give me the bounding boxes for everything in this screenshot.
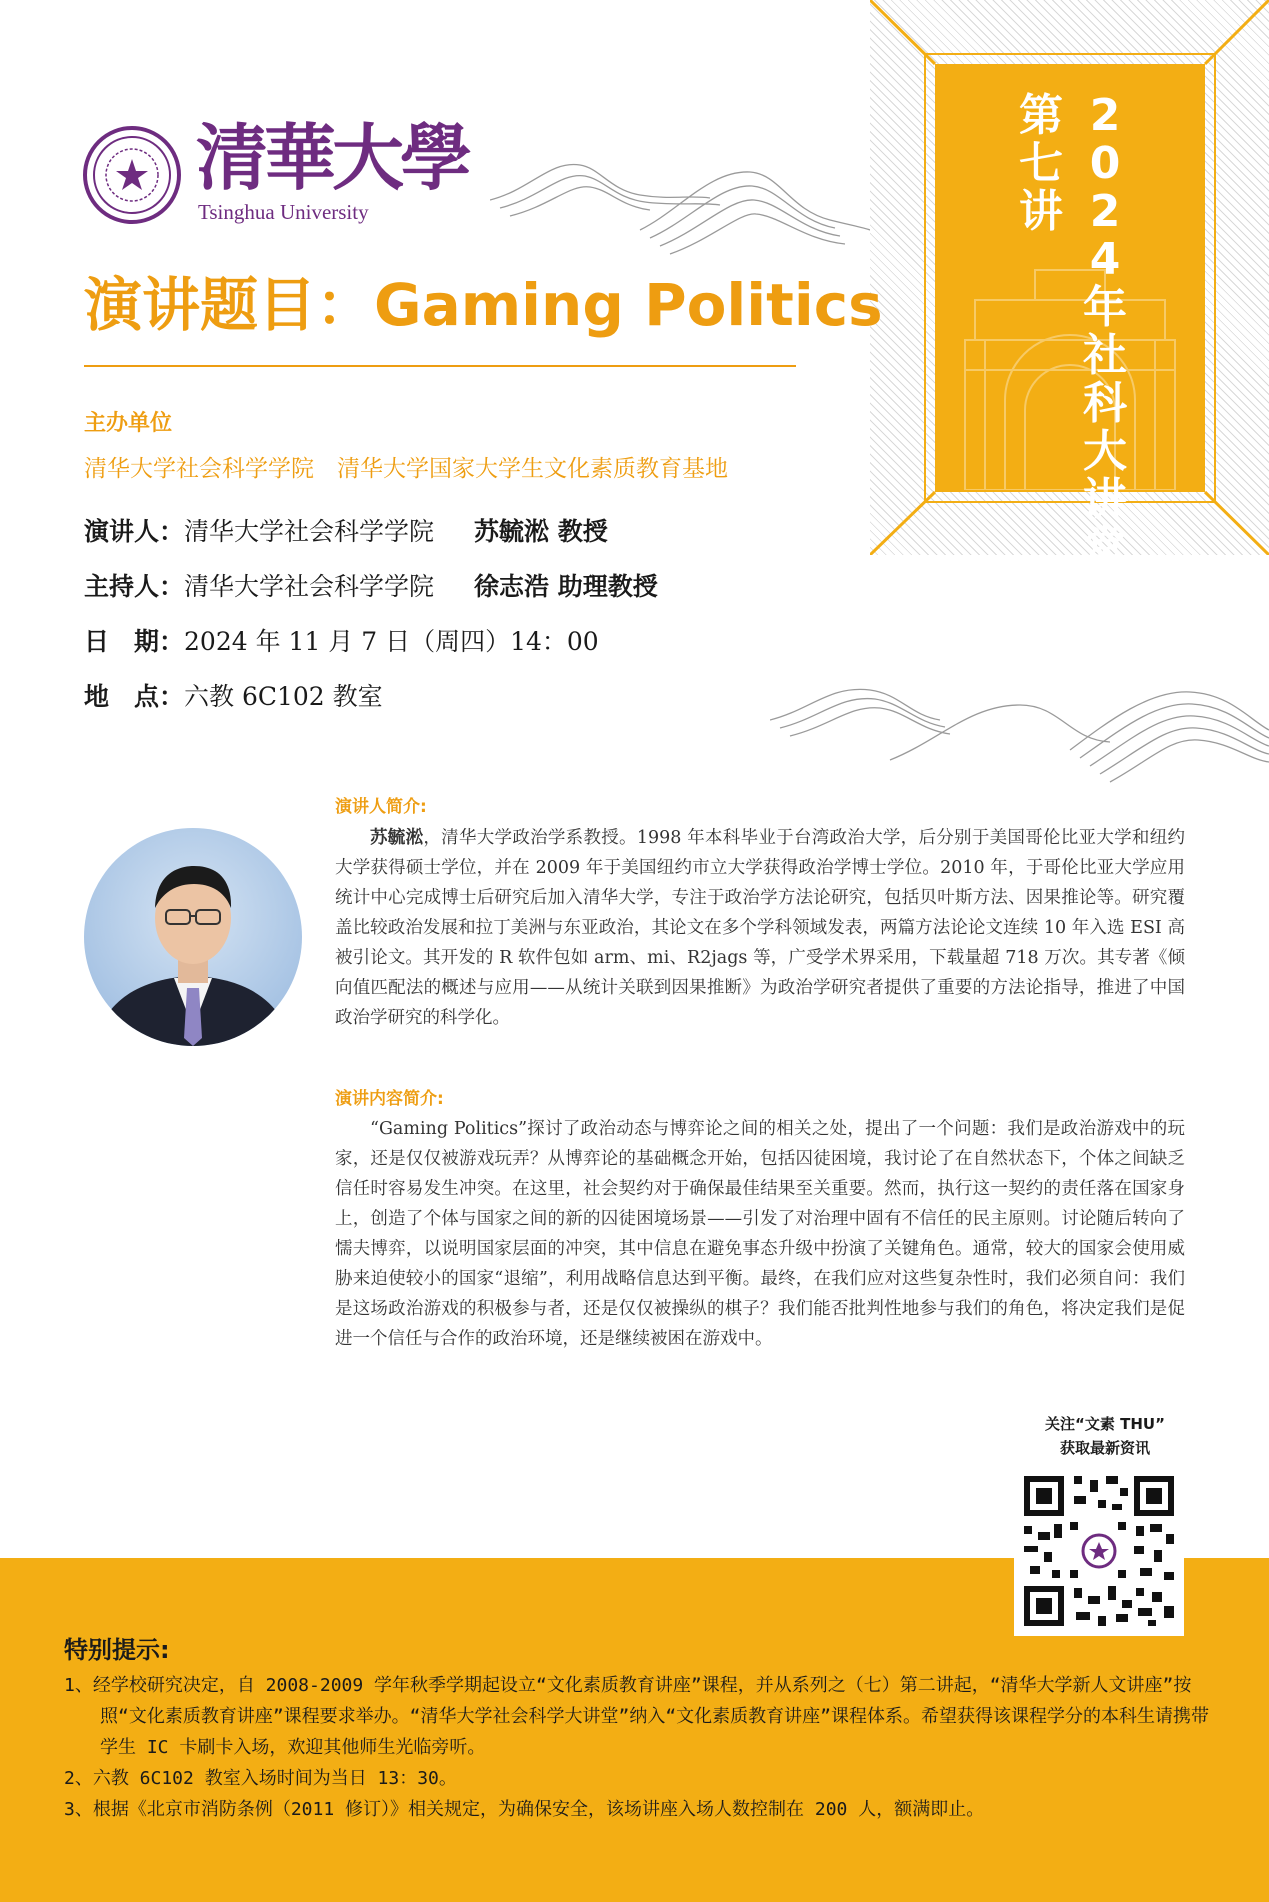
note-item-3: 3、根据《北京市消防条例（2011 修订）》相关规定，为确保安全，该场讲座入场人数控制在 200 人，额满即止。 [64,1799,985,1820]
host-row [84,567,658,603]
content-text: “Gaming Politics”探讨了政治动态与博弈论之间的相关之处，提出了一个问题：我们是政治游戏中的玩家，还是仅仅被游戏玩弄？从博弈论的基础概念开始，包括囚徒困境，我讨论了在自然状态下，个体之间缺乏信任时容易发生冲突。在这里，社会契约对于确保最佳结果至关重要。然而，执行这一契约的责任落在国家身上，创造了个体与国家之间的新的囚徒困境场景——引发了对治理中固有不信任的民主原则。讨论随后转向了懦夫博弈，以说明国家层面的冲突，其中信息在避免事态升级中扮演了关键角色。通常，较大的国家会使用威胁来迫使较小的国家“退缩”，利用战略信息达到平衡。最终，在我们应对这些复杂性时，我们必须自问：我们是这场政治游戏的积极参与者，还是仅仅被操纵的棋子？我们能否批判性地参与我们的角色，将决定我们是促进一个信任与合作的政治环境，还是继续被困在游戏中。 [335,1119,1185,1349]
content-label: 演讲内容简介: [335,1089,444,1109]
mountain-decoration-middle [770,680,1269,800]
title-divider [84,365,796,367]
note-item-1: 1、经学校研究决定，自 2008-2009 学年秋季学期起设立“文化素质教育讲座”课程，并从系列之（七）第二讲起，“清华大学新人文讲座”按照“文化素质教育讲座”课程要求举办。“清华大学社会科学大讲堂”纳入“文化素质教育讲座”课程体系。希望获得该课程学分的本科生请携带学生 IC 卡刷卡入场，欢迎其他师生光临旁听。 [64,1675,1210,1758]
speaker-photo [84,828,302,1046]
place-value: 六教 6C102 教室 [184,682,383,711]
date-value: 2024 年 11 月 7 日（周四）14：00 [184,627,599,656]
banner-subtitle: 第七讲 [1019,90,1063,237]
host-org: 清华大学社会科学学院 [184,572,435,601]
notes-title: 特别提示: [64,1636,170,1664]
speaker-label: 演讲人： [84,517,185,546]
qr-code[interactable] [1014,1466,1184,1636]
qr-code-icon [1024,1476,1174,1626]
place-label: 地 点： [84,682,185,711]
logo-english-text: Tsinghua University [198,200,369,224]
bio-name: 苏毓淞 [370,828,424,848]
lecture-title: 演讲题目：Gaming Politics [84,271,883,339]
date-row [84,622,599,658]
speaker-row [84,512,608,548]
bio-label: 演讲人简介: [335,797,427,817]
banner-title: 2024年社科大讲堂 [1083,90,1127,573]
bio-text [335,823,1185,1033]
date-label: 日 期： [84,627,185,656]
speaker-portrait-icon [84,828,302,1046]
logo-chinese-text: 清華大學 [196,115,469,200]
organizer-label: 主办单位 [84,411,173,436]
host-name: 徐志浩 助理教授 [474,572,658,601]
speaker-name: 苏毓淞 教授 [474,517,608,546]
host-label: 主持人： [84,572,185,601]
qr-caption-line1: 关注“文素 THU” [1045,1415,1165,1433]
mountain-decoration-top [490,150,870,260]
bio-body: ，清华大学政治学系教授。1998 年本科毕业于台湾政治大学，后分别于美国哥伦比亚大学和纽约大学获得硕士学位，并在 2009 年于美国纽约市立大学获得政治学博士学位。2010 年，于哥伦比亚大学应用统计中心完成博士后研究后加入清华大学，专注于政治学方法论研究，包括贝叶斯方法、因果推论等。研究覆盖比较政治发展和拉丁美洲与东亚政治，其论文在多个学科领域发表，两篇方法论论文连续 10 年入选 ESI 高被引论文。其开发的 R 软件包如 arm、mi、R2jags 等，广受学术界采用，下载量超 718 万次。其专著《倾向值匹配法的概述与应用——从统计关联到因果推断》为政治学研究者提供了重要的方法论指导，推进了中国政治学研究的科学化。 [335,828,1185,1028]
gate-illustration [945,260,1195,490]
speaker-org: 清华大学社会科学学院 [184,517,435,546]
qr-caption-line2: 获取最新资讯 [1059,1439,1150,1457]
tsinghua-seal-icon [82,125,182,225]
organizer-text: 清华大学社会科学学院 清华大学国家大学生文化素质教育基地 [84,456,728,482]
note-item-2: 2、六教 6C102 教室入场时间为当日 13：30。 [64,1768,457,1789]
place-row [84,677,383,713]
qr-caption [1010,1412,1200,1460]
